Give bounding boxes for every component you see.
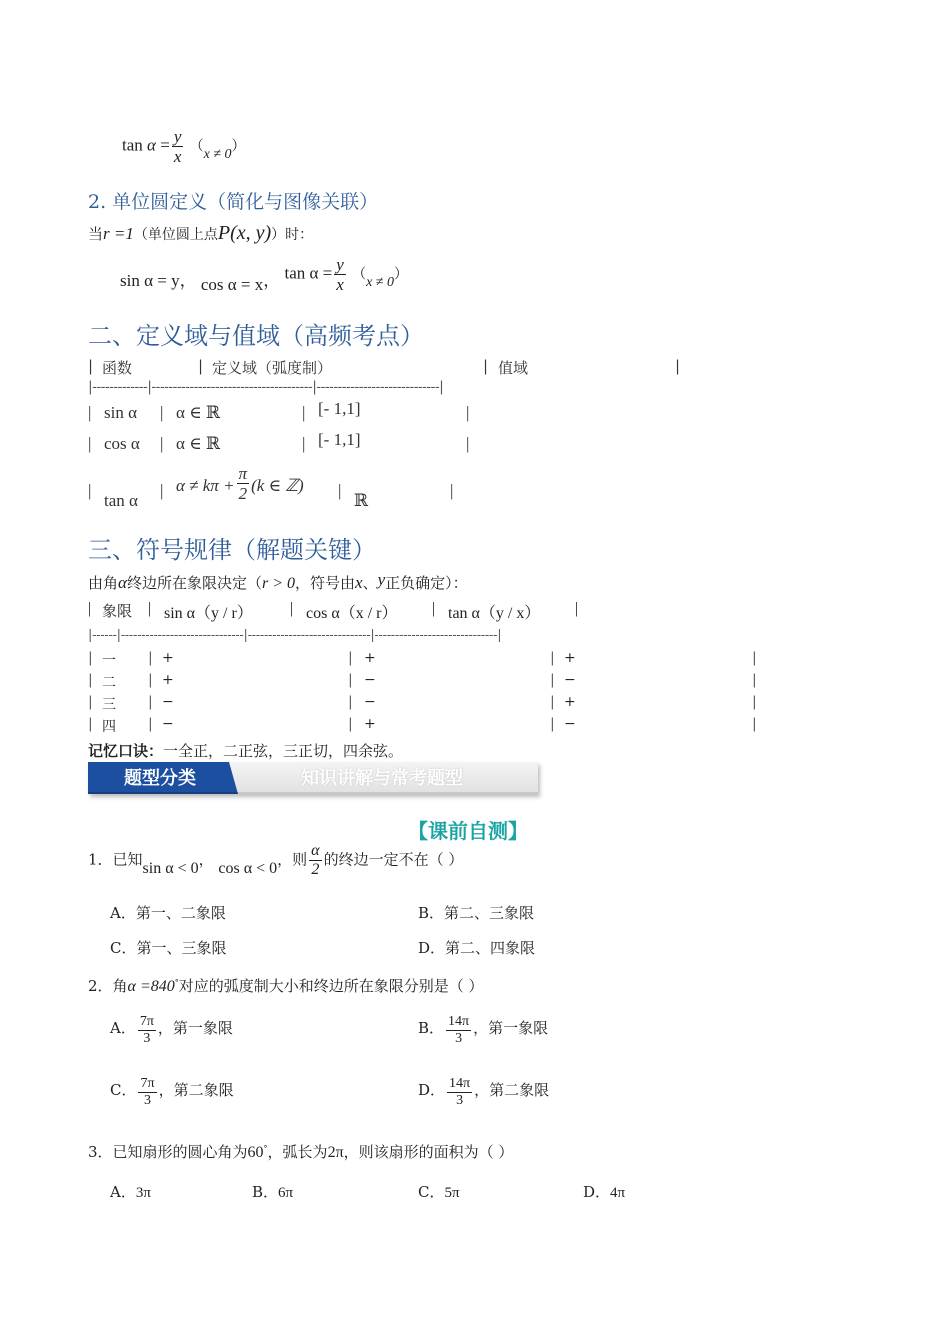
intro-text: 由角 [88,574,119,592]
option-letter: B． [418,1018,445,1037]
section-2-heading: 2. 单位圆定义（简化与图像关联） [88,191,379,213]
table-bar: | [348,694,353,710]
q2-option-b[interactable] [418,1015,548,1046]
condition-close: ） [231,139,246,155]
option-text: 3π [135,1185,151,1201]
equals-sign: = [160,135,170,155]
question-1-stem [88,843,463,878]
option-letter: D． [418,939,446,957]
option-text: ，第二象限 [158,1080,234,1099]
stem-math: sin α < 0 [142,859,199,877]
option-letter: A． [110,904,136,922]
q3-option-b[interactable] [252,1181,293,1202]
stem-text: ， [198,850,214,869]
r-positive: r > 0 [261,575,295,592]
fraction-denominator: 2 [311,861,320,878]
alpha-symbol: α [118,573,127,592]
header-sin: sin α（y / r） [164,605,253,622]
fraction-denominator: x [336,275,344,294]
sign-cell-q: 三 [102,697,116,713]
fraction-denominator: x [173,147,182,166]
table-bar: | [575,600,579,617]
fraction-denominator: 3 [143,1031,151,1046]
table-bar: | [550,672,555,688]
table-bar: | [338,481,342,500]
table-bar: | [88,694,93,710]
table-bar: | [160,403,164,422]
table-bar: | [483,357,489,375]
q1-option-b[interactable] [418,902,534,923]
condition-text: x ≠ 0 [203,147,232,163]
self-test-title: 【课前自测】 [408,819,528,843]
table-bar: | [88,357,94,375]
cond-prefix: 当 [88,225,104,243]
table-bar: | [348,716,353,732]
table-bar: | [198,357,204,375]
stem-text: ，则 [277,850,308,869]
fraction-numerator: 7π [139,1014,154,1029]
sign-cell-cos: + [364,716,376,732]
option-text: 第二、三象限 [444,904,535,922]
sign-cell-q: 二 [102,675,116,691]
cos-formula: cos α = x [200,275,264,295]
unit-circle-formulas [120,256,408,293]
option-letter: B． [418,904,445,922]
option-letter: A． [110,1018,136,1037]
cond-suffix: ）时： [271,227,314,243]
option-text: ，第一象限 [157,1018,233,1037]
stem-text: 对应的弧度制大小和终边所在象限分别是（ ） [178,977,484,995]
row-range: [- 1,1] [318,399,361,418]
stem-text: 的终边一定不在（ ） [323,850,464,869]
table-bar: | [148,694,153,710]
table-bar: | [752,672,757,688]
memory-label: 记忆口诀： [88,742,164,760]
option-text: 5π [444,1185,460,1201]
fraction-numerator: y [336,255,344,274]
r-equals-1: r =1 [103,224,134,243]
q2-option-a[interactable] [110,1015,233,1046]
table-bar: | [550,716,555,732]
option-text: 第二、四象限 [445,939,536,957]
table-bar: | [675,357,681,375]
row-range: ℝ [354,491,369,510]
sign-cell-q: 四 [102,719,116,735]
table-bar: | [302,434,306,453]
header-tan: tan α（y / x） [448,605,541,622]
section-domain-heading: 二、定义域与值域（高频考点） [88,322,424,350]
q1-option-d[interactable] [418,937,535,958]
intro-text: 、 [362,574,378,592]
table-bar: | [88,650,93,666]
header-cos: cos α（x / r） [306,605,398,622]
sign-cell-sin: + [162,650,174,666]
banner-left-label: 题型分类 [124,768,196,789]
table-bar: | [148,672,153,688]
stem-text: 3．已知扇形的圆心角为 [88,1143,248,1161]
fraction-numerator: y [173,127,182,146]
row-range: [- 1,1] [318,430,361,449]
section-banner [88,762,538,794]
row-function: sin α [104,403,137,422]
table-bar: | [160,434,164,453]
q3-option-a[interactable] [110,1181,151,1202]
table-bar: | [466,434,470,453]
fraction-numerator: π [238,464,248,483]
table-bar: | [88,600,92,617]
table-bar: | [466,403,470,422]
fraction-numerator: α [311,842,320,859]
fraction-denominator: 3 [144,1093,152,1108]
condition-open: （ [352,267,367,283]
header-quadrant: 象限 [102,602,133,620]
stem-text: ，则该扇形的面积为（ ） [343,1143,514,1161]
table-bar: | [88,672,93,688]
table-bar: | [88,403,92,422]
sign-cell-tan: − [564,716,576,732]
section-sign-heading: 三、符号规律（解题关键） [88,536,376,564]
row-domain: α ∈ ℝ [176,434,221,453]
sign-cell-q: 一 [102,653,116,669]
tan-formula-lhs: tan α = [284,263,333,283]
q3-option-d[interactable] [583,1181,625,1202]
sign-table-separator: |------|------------------------------|------------------------------|------------------------------| [88,628,502,643]
table-bar: | [88,716,93,732]
table-bar: | [302,403,306,422]
condition-text: x ≠ 0 [366,275,394,291]
cond-mid: （单位圆上点 [133,227,218,243]
domain-pre: α ≠ kπ + [176,476,235,496]
stem-text: ，弧长为 [267,1143,328,1161]
option-text: ，第一象限 [473,1018,549,1037]
fraction-numerator: 14π [448,1014,470,1029]
condition-open: （ [189,139,204,155]
point-p: P(x, y) [217,222,272,244]
table-bar: | [752,694,757,710]
q2-option-d[interactable] [418,1077,549,1108]
stem-math: cos α < 0 [218,859,278,877]
q2-option-c[interactable] [110,1077,234,1108]
stem-math: 2π [327,1144,344,1161]
domain-post: (k ∈ ℤ) [251,476,304,496]
row-domain: α ∈ ℝ [176,403,221,422]
sign-cell-cos: + [364,650,376,666]
sign-cell-tan: + [564,650,576,666]
table-bar: | [550,650,555,666]
table-bar: | [752,650,757,666]
stem-text: 1．已知 [88,850,143,869]
table-bar: | [148,650,153,666]
question-2-stem [88,975,484,996]
option-letter: B． [252,1183,279,1201]
domain-table-separator: |-------------|--------------------------------------|-----------------------------| [88,379,444,395]
y-symbol: y [377,570,386,589]
question-3-stem [88,1141,513,1162]
table-bar: | [450,481,454,500]
tan-label: tan [122,135,143,155]
condition-close: ） [393,267,408,283]
table-bar: | [348,672,353,688]
table-bar: | [432,600,436,617]
row-function: cos α [104,434,140,453]
option-text: 6π [278,1185,294,1201]
option-text: 4π [610,1185,626,1201]
fraction-numerator: 14π [449,1076,471,1091]
sign-cell-cos: − [364,694,376,710]
table-bar: | [160,481,164,500]
sign-table [88,600,758,740]
table-bar: | [348,650,353,666]
table-bar: | [88,434,92,453]
memory-tip [88,740,403,761]
separator: ， [179,271,197,291]
sign-cell-sin: − [162,716,174,732]
separator: ， [263,271,281,291]
fraction-denominator: 2 [238,484,248,503]
sin-formula: sin α = y [120,271,180,291]
top-tan-formula [122,128,246,165]
option-letter: D． [583,1183,611,1201]
option-letter: D． [418,1080,446,1099]
row-function: tan α [104,491,138,510]
table-bar: | [550,694,555,710]
banner-right-label: 知识讲解与常考题型 [301,768,463,789]
alpha-symbol: α [147,135,156,155]
intro-text: ，符号由 [295,574,356,592]
memory-text: 一全正，二正弦，三正切，四余弦。 [163,742,404,760]
option-text: 第一、三象限 [136,939,227,957]
option-letter: C． [418,1183,445,1201]
sign-cell-tan: + [564,694,576,710]
table-bar: | [88,481,92,500]
sign-cell-tan: − [564,672,576,688]
table-bar: | [148,716,153,732]
table-bar: | [290,600,294,617]
q1-option-c[interactable] [110,937,227,958]
degree-symbol: ° [174,978,179,987]
option-letter: C． [110,1080,137,1099]
q3-option-c[interactable] [418,1181,460,1202]
intro-text: 终边所在象限决定（ [126,574,262,592]
fraction-denominator: 3 [455,1031,463,1046]
sign-cell-sin: + [162,672,174,688]
unit-circle-condition [88,222,313,245]
table-bar: | [752,716,757,732]
fraction-numerator: 7π [140,1076,155,1091]
intro-text: 正负确定）： [385,574,468,592]
table-bar: | [148,600,152,617]
degree-symbol: ° [263,1144,268,1153]
q1-option-a[interactable] [110,902,226,923]
stem-math: 60 [247,1144,264,1161]
option-letter: A． [110,1183,136,1201]
sign-rule-intro [88,572,468,593]
stem-math: α =840 [127,978,175,995]
sign-cell-sin: − [162,694,174,710]
option-text: ，第二象限 [474,1080,550,1099]
option-letter: C． [110,939,137,957]
x-symbol: x [355,573,363,592]
option-text: 第一、二象限 [135,904,226,922]
row-domain [176,465,304,502]
stem-text: 2．角 [88,977,128,995]
fraction-denominator: 3 [456,1093,464,1108]
sign-cell-cos: − [364,672,376,688]
